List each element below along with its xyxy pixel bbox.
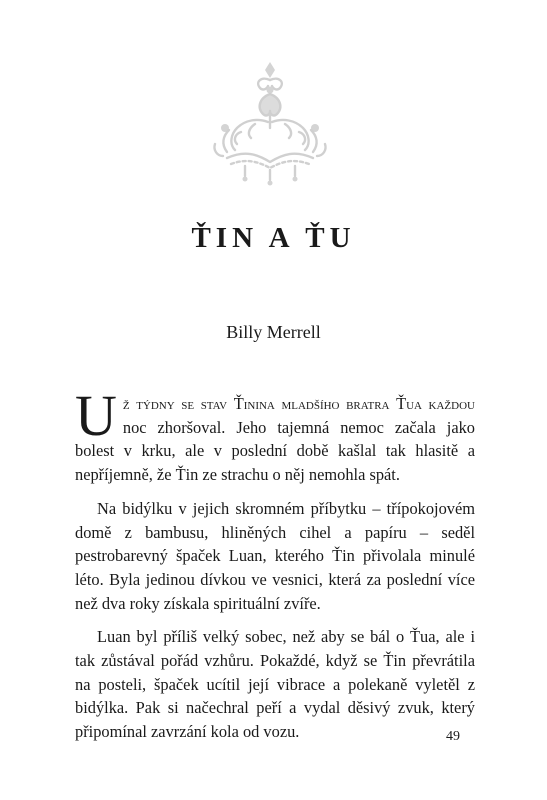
page-number: 49 <box>446 729 460 744</box>
paragraph-1-text: noc zhoršoval. Jeho tajemná nemoc začala jako bolest v krku, ale v poslední době kašlal tak hlasitě a nepříjemně, že Ťin ze strachu o něj nemohla spát. <box>75 417 475 485</box>
paragraph-3: Luan byl příliš velký sobec, než aby se bál o Ťua, ale i tak zůstával pořád vzhůru. Pokaždé, když se Ťin převrátila na posteli, špaček ucítil její vibrace a polekaně vyletěl z bidýlka. Pak si načechral peří a vydal děsivý zvuk, který připomínal zavrzání kola od vozu. <box>75 627 475 742</box>
drop-cap: U <box>75 383 117 448</box>
paragraph-1 <box>75 383 475 487</box>
paragraph-2: Na bidýlku v jejich skromném příbytku – třípokojovém domě z bambusu, hliněných cihel a papíru – seděl pestrobarevný špaček Luan, kterého Ťin přivolala minulé léto. Byla jedinou dívkou ve vesnici, která za poslední více než dva roky získala spirituální zvíře. <box>75 498 475 613</box>
author-name: Billy Merrell <box>226 322 321 342</box>
crown-fleuron-icon <box>205 58 335 188</box>
opening-smallcaps: ž týdny se stav Ťinina mladšího bratra Ťua každou <box>122 394 475 413</box>
story-text <box>75 383 475 754</box>
chapter-title: ŤIN A ŤU <box>191 222 356 254</box>
